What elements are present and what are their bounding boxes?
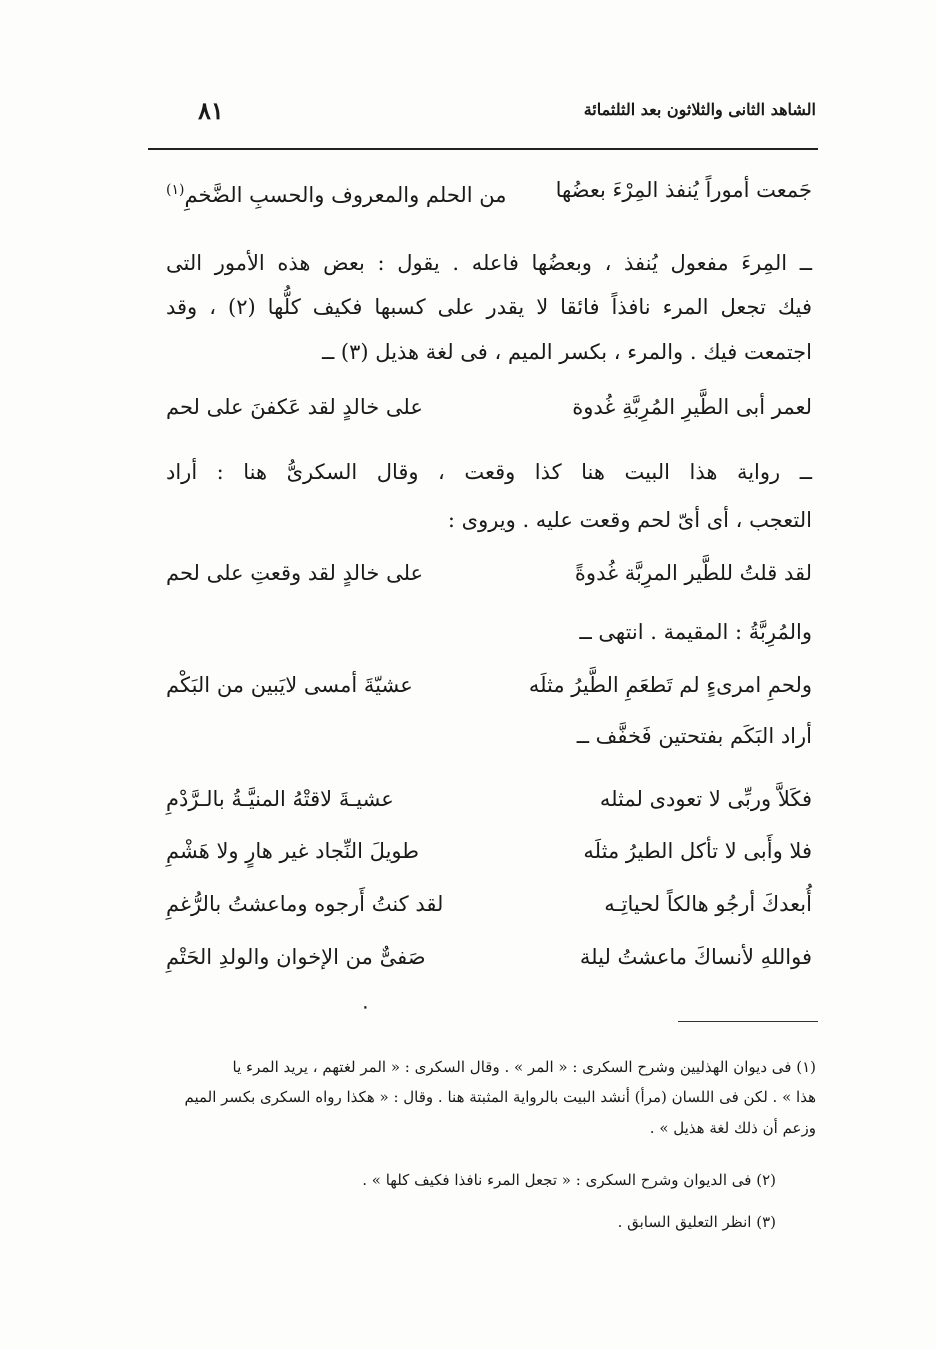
end-mark: ٠ <box>360 994 371 1018</box>
verse-first-hemistich: أُبعدكَ أرجُو هالكاً لحياتِـه <box>604 892 812 916</box>
paragraph-line: التعجب ، أى أىّ لحم وقعت عليه . ويروى : <box>447 508 812 532</box>
verse-second-hemistich: على خالدٍ لقد وقعتِ على لحم <box>166 561 424 585</box>
footnote-1-line: وزعم أن ذلك لغة هذيل » . <box>649 1119 816 1137</box>
paragraph-line: اجتمعت فيك . والمرء ، بكسر الميم ، فى لغة هذيل (٣) ــ <box>321 340 812 364</box>
paragraph-line: أراد البَكَم بفتحتين فَخفَّف ــ <box>576 724 812 748</box>
verse-second-hemistich: لقد كنتُ أَرجوه وماعشتُ بالرُّغمِ <box>166 892 444 916</box>
footnote-1-line: (١) فى ديوان الهذليين وشرح السكرى : « المر » . وقال السكرى : « المر لغتهم ، يريد المرء يا <box>232 1058 816 1076</box>
verse-first-hemistich: لعمر أبى الطَّيرِ المُرِبَّةِ غُدوة <box>572 395 812 419</box>
footnote-rule <box>678 1021 818 1022</box>
paragraph-line: والمُرِبَّةُ : المقيمة . انتهى ــ <box>579 620 812 644</box>
verse-second-hemistich: عشيـةَ لاقتْهُ المنيَّـةُ بالـرَّدْمِ <box>166 787 394 811</box>
verse-first-hemistich: فلا وأَبى لا تأكل الطيرُ مثلَه <box>583 839 812 863</box>
paragraph-line: فيك تجعل المرء نافذاً فائقا لا يقدر على كسبها فكيف كلُّها (٢) ، وقد <box>166 295 812 319</box>
paragraph-line: ــ المِرءَ مفعول يُنفذ ، وبعضُها فاعله . يقول : بعض هذه الأمور التى <box>166 251 812 275</box>
footnote-3: (٣) انظر التعليق السابق . <box>617 1213 776 1231</box>
footnote-1-line: هذا » . لكن فى اللسان (مرأ) أنشد البيت بالرواية المثبتة هنا . وقال : « هكذا رواه السكرى بكسر الميم <box>184 1088 816 1106</box>
header-rule <box>148 148 818 150</box>
paragraph-line: ــ رواية هذا البيت هنا كذا وقعت ، وقال السكرىُّ هنا : أراد <box>166 460 812 484</box>
page-number: ٨١ <box>198 96 224 125</box>
verse-second-hemistich <box>166 170 507 215</box>
page-header <box>150 96 816 148</box>
verse-second-text: من الحلم والمعروف والحسبِ الضَّخمِ <box>184 183 507 207</box>
verse-second-hemistich: طويلَ النِّجاد غير هارٍ ولا هَشْمِ <box>166 839 419 863</box>
verse-first-hemistich: فكَلاَّ وربِّى لا تعودى لمثله <box>599 787 812 811</box>
verse-second-hemistich: على خالدٍ لقد عَكفنَ على لحم <box>166 395 423 419</box>
verse-first-hemistich: فواللهِ لأنساكَ ماعشتُ ليلة <box>579 945 812 969</box>
verse-first-hemistich: ولحمِ امرىءٍ لم تَطعَمِ الطَّيرُ مثلَه <box>528 673 812 697</box>
footnote-2: (٢) فى الديوان وشرح السكرى : « تجعل المرء نافذا فكيف كلها » . <box>362 1171 776 1189</box>
verse-first-hemistich: جَمعت أموراً يُنفذ المِرْءَ بعضُها <box>555 178 812 202</box>
running-title: الشاهد الثانى والثلاثون بعد الثلثمائة <box>583 100 816 119</box>
footnote-ref: (١) <box>166 182 185 198</box>
verse-second-hemistich: صَفىٌّ من الإخوان والولدِ الحَتْمِ <box>166 945 426 969</box>
verse-second-hemistich: عشيّةَ أمسى لايَبين من البَكْم <box>166 673 413 697</box>
verse-first-hemistich: لقد قلتُ للطَّير المرِبَّة غُدوةً <box>574 561 812 585</box>
